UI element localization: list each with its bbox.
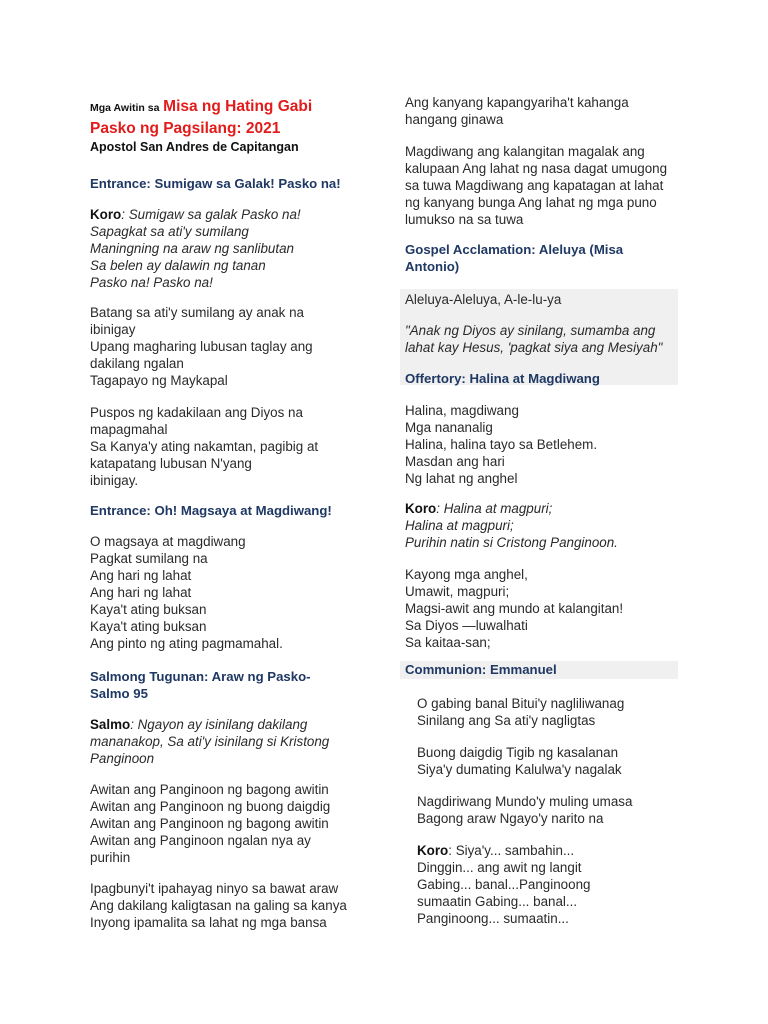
lyric-line: lumukso na sa tuwa	[405, 212, 524, 227]
lyric-line: dakilang ngalan	[90, 356, 184, 371]
lyric-line: Awitan ang Panginoon ngalan nya ay	[90, 833, 311, 848]
lyric-line: Gabing... banal...Panginoong	[417, 877, 591, 892]
lyric-line: Ipagbunyi't ipahayag ninyo sa bawat araw	[90, 881, 339, 896]
entrance2-heading: Entrance: Oh! Magsaya at Magdiwang!	[90, 503, 332, 518]
lyric-line: Batang sa ati'y sumilang ay anak na	[90, 305, 304, 320]
lyric-line: Sa kaitaa-san;	[405, 635, 491, 650]
lyric-line: O gabing banal Bitui'y nagliliwanag	[417, 696, 625, 711]
lyric-line: Inyong ipamalita sa lahat ng mga bansa	[90, 915, 327, 930]
lyric-line: Magsi-awit ang mundo at kalangitan!	[405, 601, 624, 616]
lyric-line: Upang magharing lubusan taglay ang	[90, 339, 313, 354]
lyric-line: Kaya't ating buksan	[90, 619, 207, 634]
lyric-line: katapatang lubusan N'yang	[90, 456, 252, 471]
lyric-line: ibinigay.	[90, 473, 139, 488]
title-main-1: Misa ng Hating Gabi	[163, 98, 313, 115]
lyric-line: Sa Kanya'y ating nakamtan, pagibig at	[90, 439, 319, 454]
salmo-response-line	[90, 716, 307, 733]
lyric-line: Halina at magpuri;	[405, 518, 514, 533]
lyric-line: Ang hari ng lahat	[90, 585, 192, 600]
gospel-heading: Gospel Acclamation: Aleluya (Misa	[405, 242, 624, 257]
lyric-line: Sapagkat sa ati'y sumilang	[90, 224, 249, 239]
koro-label: Koro	[90, 207, 122, 222]
entrance1-koro-line	[90, 206, 301, 223]
lyric-line: mapagmahal	[90, 422, 168, 437]
lyric-line: Halina, halina tayo sa Betlehem.	[405, 437, 598, 452]
gospel-quote-line: lahat kay Hesus, 'pagkat siya ang Mesiyah"	[405, 340, 663, 355]
lyric-line: ng kanyang bunga Ang lahat ng mga puno	[405, 195, 657, 210]
lyric-line: Nagdiriwang Mundo'y muling umasa	[417, 794, 633, 809]
koro-label: Koro	[405, 501, 437, 516]
lyric-line: O magsaya at magdiwang	[90, 534, 246, 549]
lyric-line: sa tuwa Magdiwang ang kapatagan at lahat	[405, 178, 664, 193]
lyric-line: Umawit, magpuri;	[405, 584, 510, 599]
lyric-line: ibinigay	[90, 322, 136, 337]
lyric-line: hangang ginawa	[405, 112, 504, 127]
lyric-line: Kaya't ating buksan	[90, 602, 207, 617]
lyric-line: Kayong mga anghel,	[405, 567, 528, 582]
lyric-line: Tagapayo ng Maykapal	[90, 373, 228, 388]
lyric-line: Mga nananalig	[405, 420, 493, 435]
entrance1-heading: Entrance: Sumigaw sa Galak! Pasko na!	[90, 176, 341, 191]
document-title	[90, 98, 312, 117]
koro-text: : Sumigaw sa galak Pasko na!	[121, 207, 301, 222]
communion-heading: Communion: Emmanuel	[405, 662, 557, 677]
lyric-line: Ng lahat ng anghel	[405, 471, 518, 486]
lyric-line: Pagkat sumilang na	[90, 551, 208, 566]
lyric-line: Puspos ng kadakilaan ang Diyos na	[90, 405, 303, 420]
lyric-line: Siya'y dumating Kalulwa'y nagalak	[417, 762, 622, 777]
parish-name: Apostol San Andres de Capitangan	[90, 140, 299, 154]
lyric-line: sumaatin Gabing... banal...	[417, 894, 578, 909]
aleluya-line: Aleluya-Aleluya, A-le-lu-ya	[405, 292, 562, 307]
offertory-koro-line	[405, 500, 552, 517]
lyric-line: Purihin natin si Cristong Panginoon.	[405, 535, 618, 550]
gospel-quote-line: "Anak ng Diyos ay sinilang, sumamba ang	[405, 323, 656, 338]
lyric-line: Sa Diyos —luwalhati	[405, 618, 528, 633]
lyric-line: mananakop, Sa ati'y isinilang si Kristong	[90, 734, 330, 749]
lyric-line: Buong daigdig Tigib ng kasalanan	[417, 745, 619, 760]
lyric-line: Awitan ang Panginoon ng buong daigdig	[90, 799, 331, 814]
salmo-response: : Ngayon ay isinilang dakilang	[130, 717, 308, 732]
lyric-line: purihin	[90, 850, 131, 865]
lyric-line: Panginoon	[90, 751, 155, 766]
salmo-label: Salmo	[90, 717, 131, 732]
gospel-heading-2: Antonio)	[405, 259, 460, 274]
lyric-line: Awitan ang Panginoon ng bagong awitin	[90, 816, 329, 831]
lyric-line: kalupaan Ang lahat ng nasa dagat umugong	[405, 161, 668, 176]
koro-text: : Halina at magpuri;	[436, 501, 553, 516]
lyric-line: Masdan ang hari	[405, 454, 505, 469]
communion-koro-line	[417, 842, 574, 859]
lyric-line: Dinggin... ang awit ng langit	[417, 860, 582, 875]
lyric-line: Halina, magdiwang	[405, 403, 519, 418]
lyric-line: Sinilang ang Sa ati'y nagligtas	[417, 713, 596, 728]
lyric-line: Pasko na! Pasko na!	[90, 275, 213, 290]
offertory-heading: Offertory: Halina at Magdiwang	[405, 371, 600, 386]
lyric-line: Ang hari ng lahat	[90, 568, 192, 583]
salmo-heading-2: Salmo 95	[90, 686, 148, 701]
salmo-heading: Salmong Tugunan: Araw ng Pasko-	[90, 669, 311, 684]
lyric-line: Maningning na araw ng sanlibutan	[90, 241, 294, 256]
koro-label: Koro	[417, 843, 449, 858]
lyric-line: Ang pinto ng ating pagmamahal.	[90, 636, 283, 651]
koro-text: : Siya'y... sambahin...	[448, 843, 575, 858]
title-main-2: Pasko ng Pagsilang: 2021	[90, 120, 281, 137]
lyric-line: Bagong araw Ngayo'y narito na	[417, 811, 604, 826]
title-prefix: Mga Awitin sa	[90, 102, 160, 114]
lyric-line: Ang dakilang kaligtasan na galing sa kanya	[90, 898, 347, 913]
lyric-line: Awitan ang Panginoon ng bagong awitin	[90, 782, 329, 797]
lyric-line: Panginoong... sumaatin...	[417, 911, 569, 926]
lyric-line: Magdiwang ang kalangitan magalak ang	[405, 144, 645, 159]
lyric-line: Ang kanyang kapangyariha't kahanga	[405, 95, 629, 110]
lyric-line: Sa belen ay dalawin ng tanan	[90, 258, 266, 273]
